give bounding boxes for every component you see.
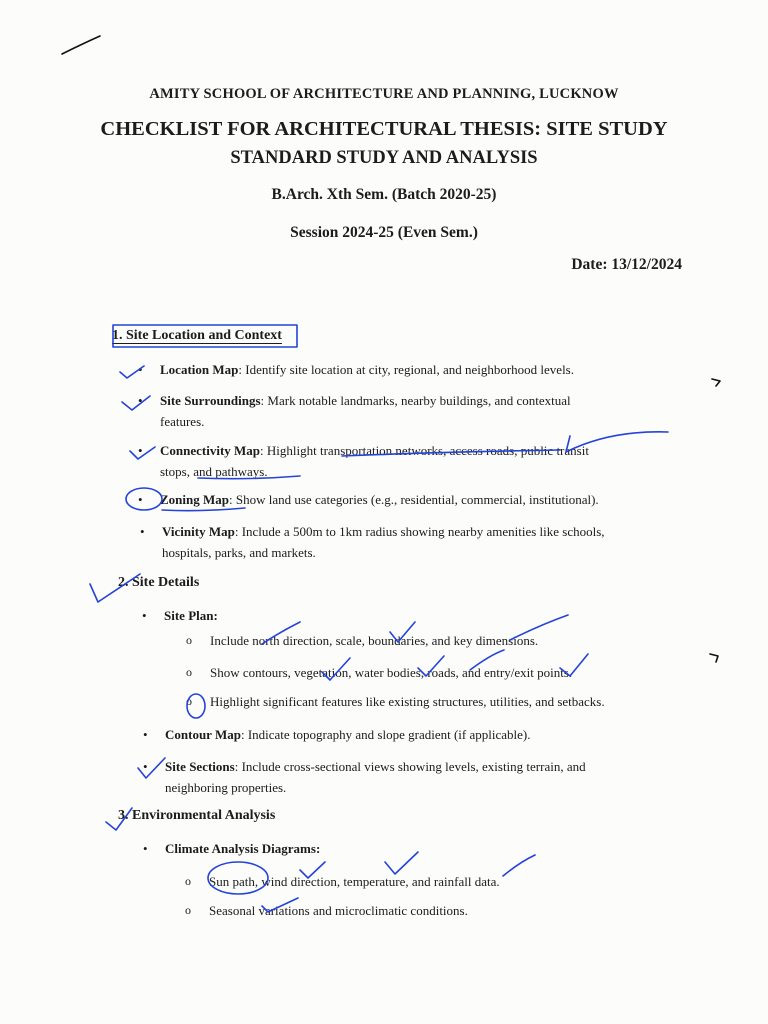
list-item-site-sections [143,756,586,798]
section-1-label: 1. Site Location and Context [112,328,282,343]
sub-item-text: Include north direction, scale, boundaries, and key dimensions. [210,633,539,648]
item-title: Vicinity Map [162,524,235,539]
item-title: Zoning Map [160,492,229,507]
margin-mark-right-1 [712,379,720,386]
sub-item-text: Highlight significant features like existing structures, utilities, and setbacks. [210,694,605,709]
circle-zoning-bullet [126,488,162,510]
sub-bullet: o [185,874,191,888]
section-3-heading: 3. Environmental Analysis [118,808,276,823]
section-2-heading: 2. Site Details [118,575,200,590]
item-text-continued: stops, and pathways. [160,464,268,479]
tick-rainfall [503,855,535,876]
session-line: Session 2024-25 (Even Sem.) [290,224,478,241]
item-text: : Include a 500m to 1km radius showing nearby amenities like schools, [234,524,605,539]
bullet: • [143,727,148,742]
item-title: Contour Map [165,727,241,742]
bullet: • [143,841,148,856]
item-title: Site Surroundings [160,393,261,408]
sub-bullet: o [186,633,192,647]
date-line: Date: 13/12/2024 [571,256,682,273]
list-item-vicinity-map [140,521,605,563]
sub-item-north-direction [186,630,539,651]
sub-bullet: o [186,665,192,679]
list-item-site-plan [142,605,218,626]
document-title: CHECKLIST FOR ARCHITECTURAL THESIS: SITE STUDY [100,118,668,140]
list-item-site-surroundings [138,390,571,432]
list-item-zoning-map [138,489,599,510]
item-title: Site Plan: [164,608,218,623]
sub-item-text: Show contours, vegetation, water bodies, roads, and entry/exit points. [210,665,573,680]
sub-item-seasonal [185,900,468,921]
sub-item-sun-path [185,871,500,892]
sub-item-text: Sun path, wind direction, temperature, and rainfall data. [209,874,500,889]
margin-mark-right-2 [710,654,718,662]
list-item-connectivity-map [138,440,589,482]
item-title: Climate Analysis Diagrams: [165,841,321,856]
batch-line: B.Arch. Xth Sem. (Batch 2020-25) [271,186,497,203]
sub-bullet: o [185,903,191,917]
item-text: : Highlight transportation networks, access roads, public transit [260,443,589,458]
bullet: • [138,492,143,507]
sub-bullet: o [186,694,192,708]
document-subtitle: STANDARD STUDY AND ANALYSIS [230,148,538,168]
sub-item-contours [186,662,573,683]
sub-item-significant-features [186,691,605,712]
bullet: • [138,443,143,458]
school-name: AMITY SCHOOL OF ARCHITECTURE AND PLANNING, LUCKNOW [149,86,619,102]
bullet: • [140,524,145,539]
item-title: Connectivity Map [160,443,261,458]
bullet: • [138,362,143,377]
item-title: Location Map [160,362,239,377]
sub-item-text: Seasonal variations and microclimatic conditions. [209,903,468,918]
item-text-continued: hospitals, parks, and markets. [162,545,316,560]
item-text: : Identify site location at city, regional, and neighborhood levels. [238,362,574,377]
bullet: • [143,759,148,774]
item-text: : Show land use categories (e.g., residential, commercial, institutional). [229,492,599,507]
item-text: : Mark notable landmarks, nearby buildings, and contextual [260,393,571,408]
list-item-location-map [138,359,574,380]
tick-site-surroundings [122,396,150,410]
top-pen-stroke [62,36,100,54]
section-1-heading [112,328,282,344]
list-item-contour-map [143,724,531,745]
bullet: • [142,608,147,623]
item-text-continued: features. [160,414,205,429]
item-text: : Include cross-sectional views showing levels, existing terrain, and [234,759,586,774]
item-title: Site Sections [165,759,235,774]
list-item-climate-analysis [143,838,321,859]
bullet: • [138,393,143,408]
item-text-continued: neighboring properties. [165,780,287,795]
item-text: : Indicate topography and slope gradient (if applicable). [240,727,531,742]
